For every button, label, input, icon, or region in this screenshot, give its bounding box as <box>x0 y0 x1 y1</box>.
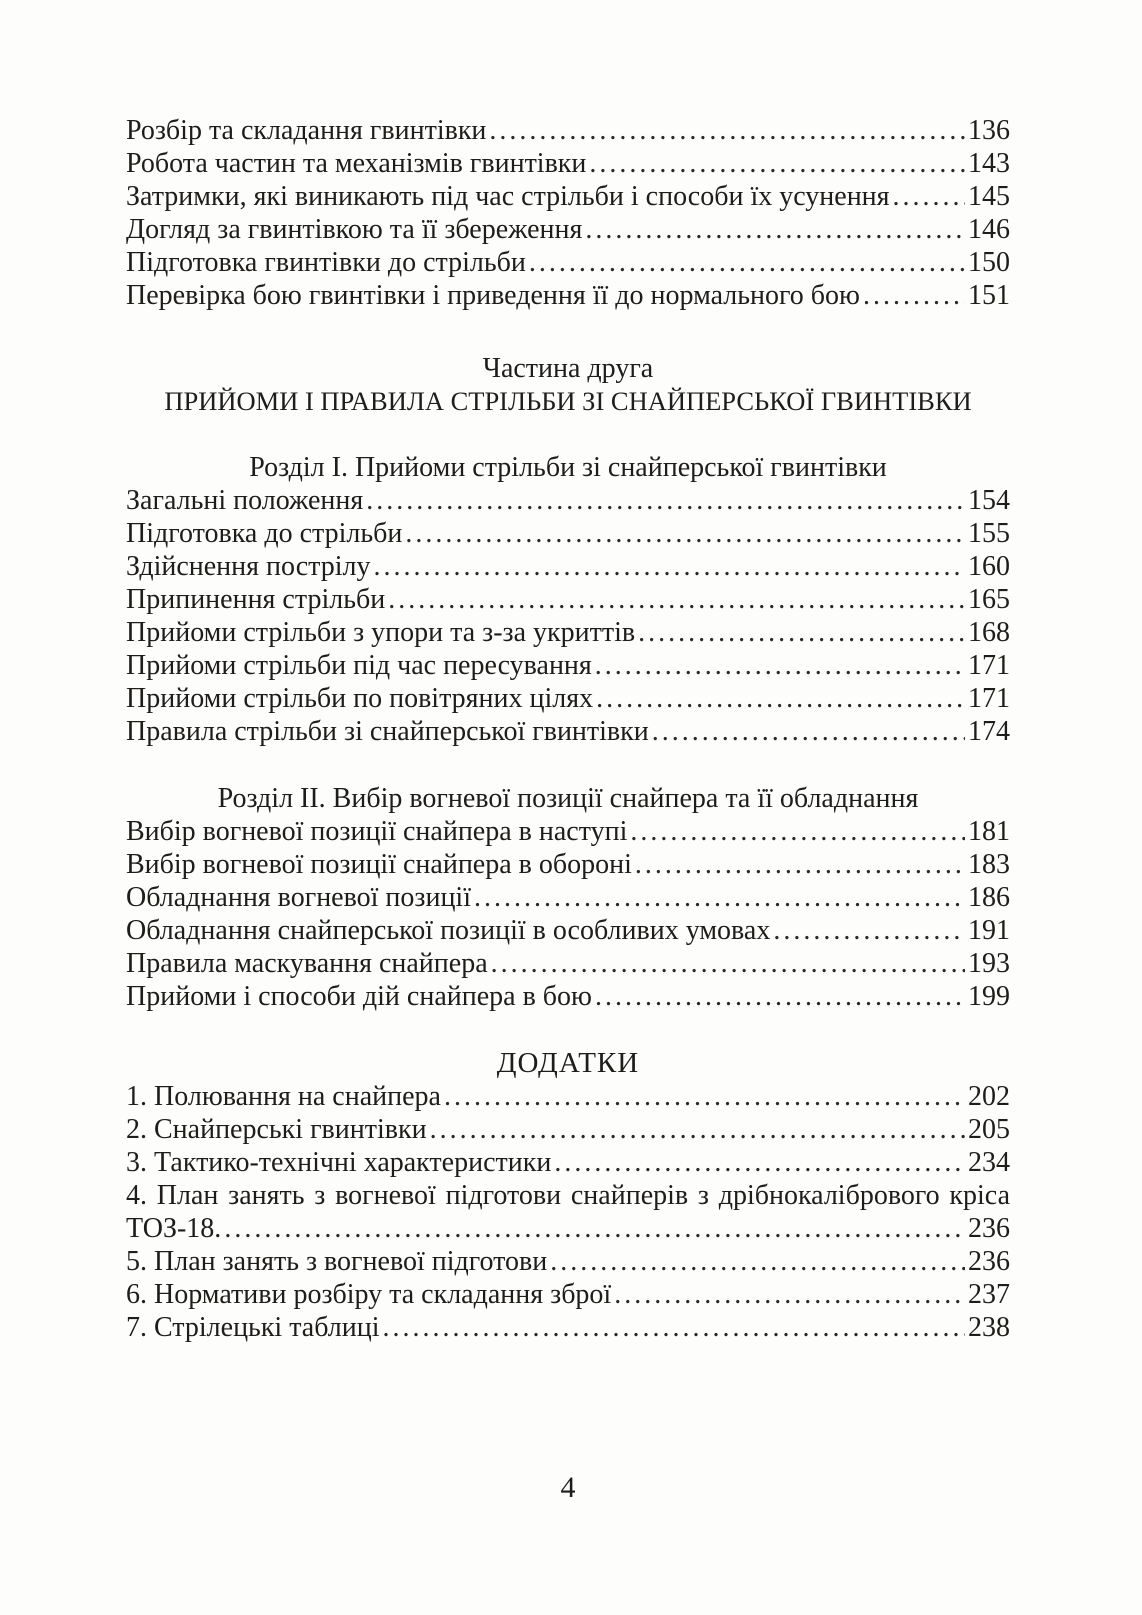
dot-leader <box>489 114 965 147</box>
toc-entry <box>126 881 1010 914</box>
toc-content <box>126 0 1010 1504</box>
dot-leader <box>430 1113 965 1146</box>
toc-entry <box>126 914 1010 947</box>
dot-leader <box>382 1311 965 1344</box>
toc-entry-title: Припинення стрільби <box>126 584 386 615</box>
dot-leader <box>635 848 965 881</box>
chapter2-heading: Розділ ІІ. Вибір вогневої позиції снайпера та її обладнання <box>217 783 919 814</box>
toc-entry <box>126 1245 1010 1278</box>
toc-entry <box>126 616 1010 649</box>
toc-entry-title: 7. Стрілецькі таблиці <box>126 1312 380 1343</box>
toc-section-chapter2 <box>126 815 1010 1013</box>
toc-entry-title: Затримки, які виникають під час стрільби і способи їх усунення <box>126 181 890 212</box>
toc-entry-page: 174 <box>968 716 1010 747</box>
toc-entry-page: 236 <box>968 1213 1010 1244</box>
part-title: ПРИЙОМИ І ПРАВИЛА СТРІЛЬБИ ЗІ СНАЙПЕРСЬКОЇ ГВИНТІВКИ <box>164 386 972 416</box>
toc-entry-page: 168 <box>968 617 1010 648</box>
dot-leader <box>614 1278 965 1311</box>
toc-entry-title: 5. План занять з вогневої підготови <box>126 1246 548 1277</box>
toc-entry-title: Правила маскування снайпера <box>126 948 488 979</box>
dot-leader <box>554 1146 965 1179</box>
toc-section-appendices <box>126 1080 1010 1344</box>
toc-entry <box>126 484 1010 517</box>
toc-entry <box>126 583 1010 616</box>
toc-entry <box>126 1212 1010 1245</box>
dot-leader <box>529 246 965 279</box>
toc-entry <box>126 1311 1010 1344</box>
toc-entry <box>126 1113 1010 1146</box>
toc-entry-title: Вибір вогневої позиції снайпера в обороні <box>126 849 632 880</box>
dot-leader <box>491 947 965 980</box>
toc-entry-title: Перевірка бою гвинтівки і приведення її до нормального бою <box>126 280 860 311</box>
dot-leader <box>638 616 965 649</box>
dot-leader <box>893 180 965 213</box>
dot-leader <box>630 815 965 848</box>
dot-leader <box>596 682 965 715</box>
toc-entry-title: Загальні положення <box>126 485 364 516</box>
toc-entry-page: 183 <box>968 849 1010 880</box>
toc-entry <box>126 947 1010 980</box>
toc-entry-page: 236 <box>968 1246 1010 1277</box>
toc-entry-title: 2. Снайперські гвинтівки <box>126 1114 427 1145</box>
toc-entry-page: 136 <box>968 115 1010 146</box>
toc-entry-page: 155 <box>968 518 1010 549</box>
toc-entry-title: Прийоми стрільби з упори та з-за укриттів <box>126 617 636 648</box>
dot-leader <box>652 715 965 748</box>
toc-entry-page: 186 <box>968 882 1010 913</box>
toc-entry-title: ТОЗ-18. <box>126 1213 222 1244</box>
dot-leader <box>863 279 965 312</box>
toc-entry <box>126 114 1010 147</box>
toc-entry-page: 238 <box>968 1312 1010 1343</box>
toc-entry <box>126 1080 1010 1113</box>
dot-leader <box>589 147 965 180</box>
toc-entry-title: 6. Нормативи розбіру та складання зброї <box>126 1279 612 1310</box>
toc-entry-title: Правила стрільби зі снайперської гвинтівки <box>126 716 649 747</box>
dot-leader <box>595 980 965 1013</box>
toc-entry <box>126 147 1010 180</box>
dot-leader <box>373 550 965 583</box>
toc-entry-page: 202 <box>968 1081 1010 1112</box>
toc-entry-page: 191 <box>968 915 1010 946</box>
toc-entry <box>126 980 1010 1013</box>
toc-entry-page: 146 <box>968 214 1010 245</box>
toc-entry <box>126 180 1010 213</box>
toc-entry-title: Обладнання вогневої позиції <box>126 882 471 913</box>
toc-entry <box>126 1278 1010 1311</box>
toc-entry-title: Здійснення пострілу <box>126 551 371 582</box>
toc-entry-page: 160 <box>968 551 1010 582</box>
toc-entry-page: 154 <box>968 485 1010 516</box>
toc-entry-page: 150 <box>968 247 1010 278</box>
toc-section-top <box>126 114 1010 312</box>
toc-section-chapter1 <box>126 484 1010 748</box>
toc-entry <box>126 848 1010 881</box>
toc-entry-title: Обладнання снайперської позиції в особливих умовах <box>126 915 771 946</box>
toc-entry <box>126 517 1010 550</box>
toc-entry-title: 3. Тактико-технічні характеристики <box>126 1147 552 1178</box>
toc-entry <box>126 1146 1010 1179</box>
dot-leader <box>366 484 965 517</box>
toc-entry-page: 181 <box>968 816 1010 847</box>
toc-entry-title: Робота частин та механізмів гвинтівки <box>126 148 587 179</box>
toc-entry-title: Прийоми стрільби під час пересування <box>126 650 592 681</box>
toc-entry-title: Вибір вогневої позиції снайпера в наступі <box>126 816 628 847</box>
toc-entry-page: 171 <box>968 650 1010 681</box>
toc-entry <box>126 815 1010 848</box>
toc-entry-title: Розбір та складання гвинтівки <box>126 115 487 146</box>
toc-entry <box>126 715 1010 748</box>
dot-leader <box>444 1080 965 1113</box>
toc-entry-title: Підготовка гвинтівки до стрільби <box>126 247 526 278</box>
toc-entry-wrapped-line: 4. План занять з вогневої підготови снайперів з дрібнокалібрового кріса <box>126 1180 1010 1211</box>
dot-leader <box>585 213 965 246</box>
part-kicker: Частина друга <box>482 353 654 384</box>
toc-entry-title: 1. Полювання на снайпера <box>126 1081 441 1112</box>
part-heading <box>126 352 1010 418</box>
dot-leader <box>405 517 965 550</box>
toc-entry-title: Догляд за гвинтівкою та її збереження <box>126 214 583 245</box>
toc-entry-page: 151 <box>968 280 1010 311</box>
chapter1-heading: Розділ І. Прийоми стрільби зі снайперської гвинтівки <box>249 452 887 483</box>
toc-entry <box>126 246 1010 279</box>
appendices-heading: ДОДАТКИ <box>496 1047 640 1079</box>
toc-entry-page: 237 <box>968 1279 1010 1310</box>
toc-entry-page: 145 <box>968 181 1010 212</box>
toc-entry-page: 205 <box>968 1114 1010 1145</box>
toc-entry-page: 193 <box>968 948 1010 979</box>
dot-leader <box>550 1245 965 1278</box>
toc-entry-title: Прийоми і способи дій снайпера в бою <box>126 981 592 1012</box>
toc-entry-page: 234 <box>968 1147 1010 1178</box>
dot-leader <box>474 881 965 914</box>
dot-leader <box>224 1212 965 1245</box>
page-number: 4 <box>560 1471 576 1504</box>
toc-entry <box>126 279 1010 312</box>
dot-leader <box>595 649 965 682</box>
toc-entry-title: Підготовка до стрільби <box>126 518 403 549</box>
toc-entry-page: 165 <box>968 584 1010 615</box>
toc-entry-page: 143 <box>968 148 1010 179</box>
dot-leader <box>388 583 965 616</box>
toc-entry <box>126 550 1010 583</box>
toc-entry-page: 171 <box>968 683 1010 714</box>
toc-entry <box>126 682 1010 715</box>
toc-entry <box>126 649 1010 682</box>
toc-entry <box>126 213 1010 246</box>
dot-leader <box>773 914 965 947</box>
toc-entry-page: 199 <box>968 981 1010 1012</box>
toc-entry-title: Прийоми стрільби по повітряних цілях <box>126 683 594 714</box>
